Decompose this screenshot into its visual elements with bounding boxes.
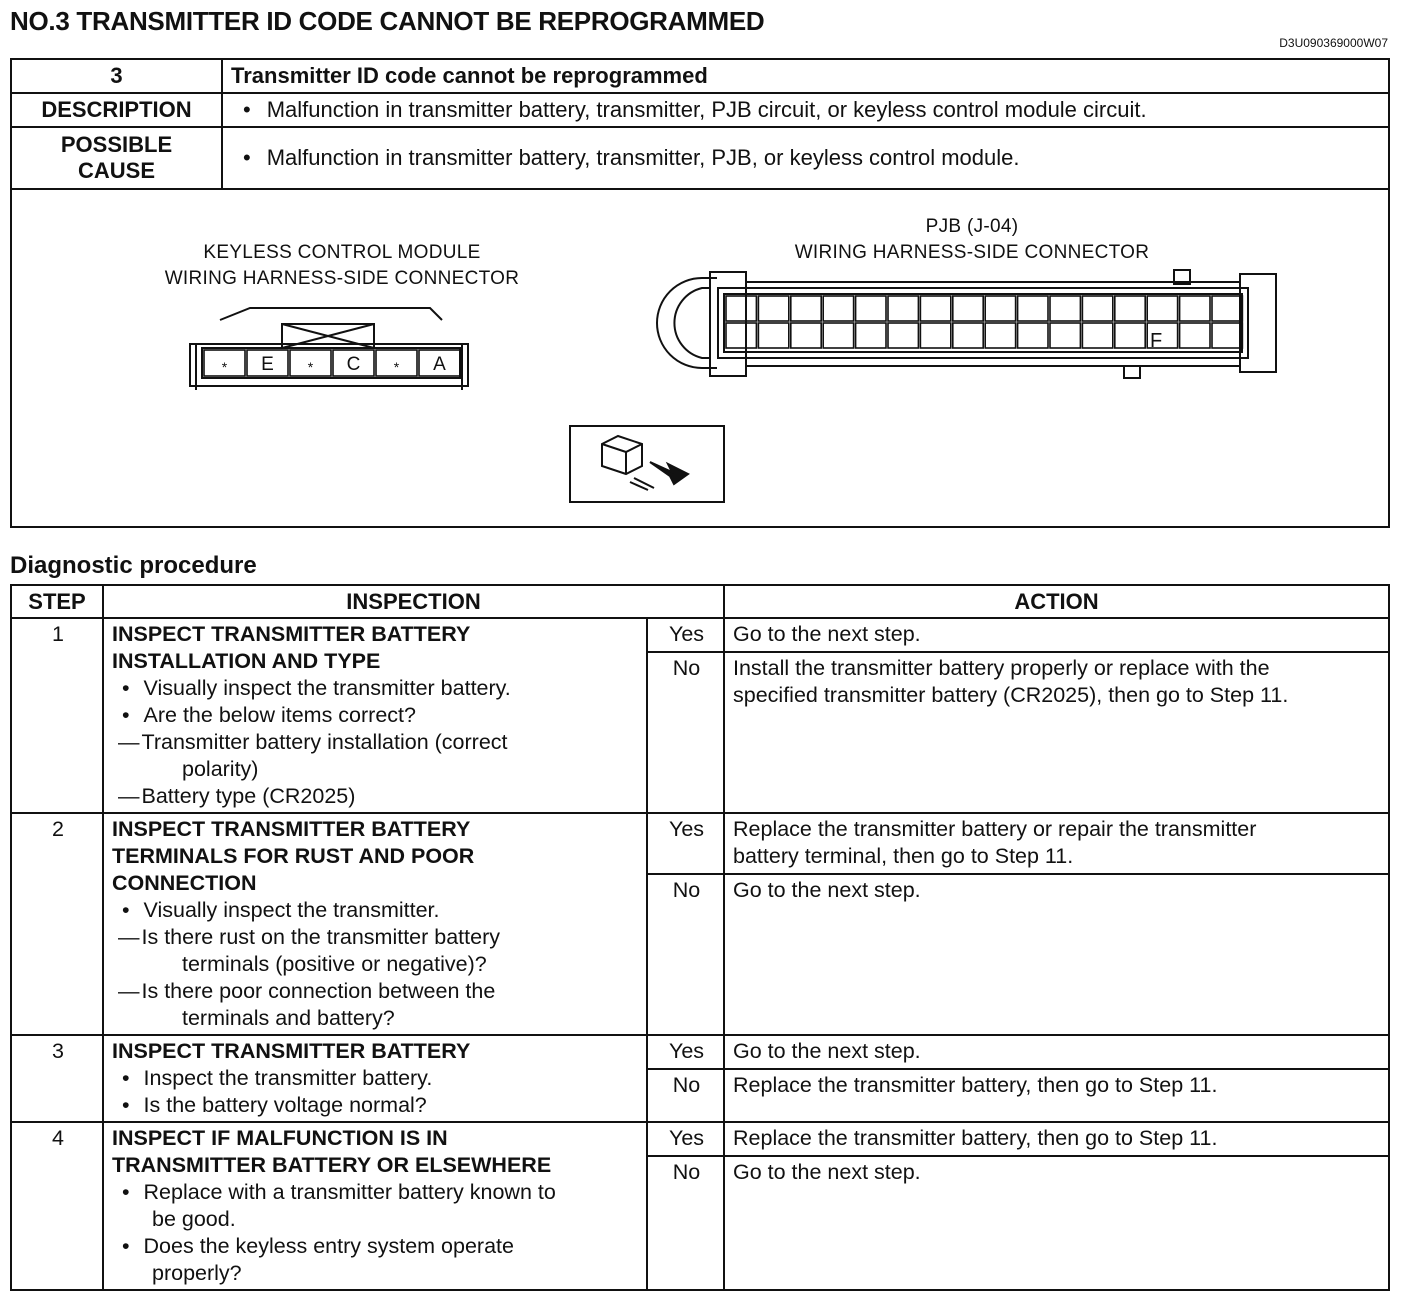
table-row (11, 813, 1389, 874)
pjb-pin-cell (985, 296, 1015, 321)
pjb-pin-cell (888, 296, 918, 321)
description-text: • Malfunction in transmitter battery, transmitter, PJB circuit, or keyless control module circuit. (231, 97, 1380, 123)
pjb-pin-cell (985, 323, 1015, 348)
summary-table (10, 58, 1390, 528)
yes-action: Go to the next step. (724, 1035, 1389, 1069)
table-row (11, 618, 1389, 652)
pjb-pin-cell (1050, 323, 1080, 348)
no-label: No (647, 1156, 724, 1290)
no-action: Go to the next step. (724, 1156, 1389, 1290)
pjb-pin-f: F (1150, 330, 1163, 352)
yes-action: Replace the transmitter battery, then go to Step 11. (724, 1122, 1389, 1156)
no-action: Go to the next step. (724, 874, 1389, 1035)
connector-view-icon (570, 426, 724, 502)
description-label: DESCRIPTION (11, 93, 222, 127)
step-number: 3 (11, 1035, 103, 1122)
kcm-connector (190, 308, 468, 390)
no-label: No (647, 874, 724, 1035)
pjb-pin-cell (726, 323, 756, 348)
trouble-name: Transmitter ID code cannot be reprogrammed (222, 59, 1389, 93)
yes-action: Replace the transmitter battery or repair the transmitter battery terminal, then go to Step 11. (724, 813, 1389, 874)
no-label: No (647, 652, 724, 813)
kcm-pins (204, 350, 460, 376)
kcm-pin-label: * (393, 359, 400, 375)
yes-label: Yes (647, 1035, 724, 1069)
pjb-pin-grid (726, 296, 1242, 348)
pjb-pin-cell (1212, 296, 1242, 321)
table-row (11, 1122, 1389, 1156)
pjb-pin-cell (888, 323, 918, 348)
pjb-pin-cell (758, 323, 788, 348)
pjb-pin-cell (1018, 323, 1048, 348)
pjb-pin-cell (823, 296, 853, 321)
pjb-connector (657, 270, 1276, 378)
yes-label: Yes (647, 618, 724, 652)
yes-action: Go to the next step. (724, 618, 1389, 652)
pjb-pin-cell (856, 323, 886, 348)
pjb-pin-cell (791, 323, 821, 348)
step-inspection: INSPECT TRANSMITTER BATTERY INSTALLATION AND TYPE • Visually inspect the transmitter battery. • Are the below items correct? — Transmitter battery installation (correct polarity) — Battery type (CR2025) (103, 618, 647, 813)
no-label: No (647, 1069, 724, 1122)
connector-drawings (12, 190, 1388, 526)
header-step: STEP (11, 585, 103, 618)
step-number: 1 (11, 618, 103, 813)
step-inspection: INSPECT IF MALFUNCTION IS IN TRANSMITTER BATTERY OR ELSEWHERE • Replace with a transmitter battery known to be good. • Does the keyless entry system operate properly? (103, 1122, 647, 1290)
step-inspection: INSPECT TRANSMITTER BATTERY • Inspect the transmitter battery. • Is the battery voltage normal? (103, 1035, 647, 1122)
pjb-pin-cell (1212, 323, 1242, 348)
kcm-pin-label: E (261, 354, 274, 375)
pjb-pin-cell (1147, 296, 1177, 321)
step-number: 4 (11, 1122, 103, 1290)
pjb-pin-cell (1018, 296, 1048, 321)
kcm-connector-label: KEYLESS CONTROL MODULE WIRING HARNESS-SIDE CONNECTOR (164, 242, 520, 289)
kcm-pin-label: A (433, 354, 446, 375)
connector-diagram (11, 189, 1389, 527)
trouble-number: 3 (11, 59, 222, 93)
document-id: D3U090369000W07 (1279, 36, 1388, 50)
kcm-pin-label: * (221, 359, 228, 375)
pjb-pin-cell (1180, 296, 1210, 321)
pjb-pin-cell (823, 323, 853, 348)
kcm-pin-label: C (346, 354, 361, 375)
possible-cause-text: • Malfunction in transmitter battery, transmitter, PJB, or keyless control module. (231, 145, 1380, 171)
pjb-pin-cell (1180, 323, 1210, 348)
yes-label: Yes (647, 1122, 724, 1156)
pjb-pin-cell (920, 323, 950, 348)
kcm-pin-label: * (307, 359, 314, 375)
header-inspection: INSPECTION (103, 585, 724, 618)
page-title: NO.3 TRANSMITTER ID CODE CANNOT BE REPROGRAMMED (10, 6, 765, 36)
pjb-connector-label: PJB (J-04) WIRING HARNESS-SIDE CONNECTOR (794, 216, 1150, 263)
pjb-pin-cell (758, 296, 788, 321)
section-title: Diagnostic procedure (10, 552, 257, 579)
pjb-pin-cell (1050, 296, 1080, 321)
diagnostic-procedure-table (10, 584, 1390, 1291)
yes-label: Yes (647, 813, 724, 874)
pjb-pin-cell (953, 296, 983, 321)
pjb-pin-cell (1115, 323, 1145, 348)
possible-cause-label: POSSIBLE CAUSE (11, 127, 222, 189)
pjb-pin-cell (1115, 296, 1145, 321)
table-row (11, 1035, 1389, 1069)
step-number: 2 (11, 813, 103, 1035)
header-action: ACTION (724, 585, 1389, 618)
no-action: Replace the transmitter battery, then go to Step 11. (724, 1069, 1389, 1122)
pjb-pin-cell (920, 296, 950, 321)
pjb-pin-cell (791, 296, 821, 321)
pjb-pin-cell (856, 296, 886, 321)
pjb-pin-cell (726, 296, 756, 321)
step-inspection: INSPECT TRANSMITTER BATTERY TERMINALS FOR RUST AND POOR CONNECTION • Visually inspect the transmitter. — Is there rust on the transmitter battery terminals (positive or negative)? — Is there poor connection between the terminals and battery? (103, 813, 647, 1035)
pjb-pin-cell (1082, 296, 1112, 321)
pjb-pin-cell (1082, 323, 1112, 348)
no-action: Install the transmitter battery properly or replace with the specified transmitter battery (CR2025), then go to Step 11. (724, 652, 1389, 813)
pjb-pin-cell (953, 323, 983, 348)
